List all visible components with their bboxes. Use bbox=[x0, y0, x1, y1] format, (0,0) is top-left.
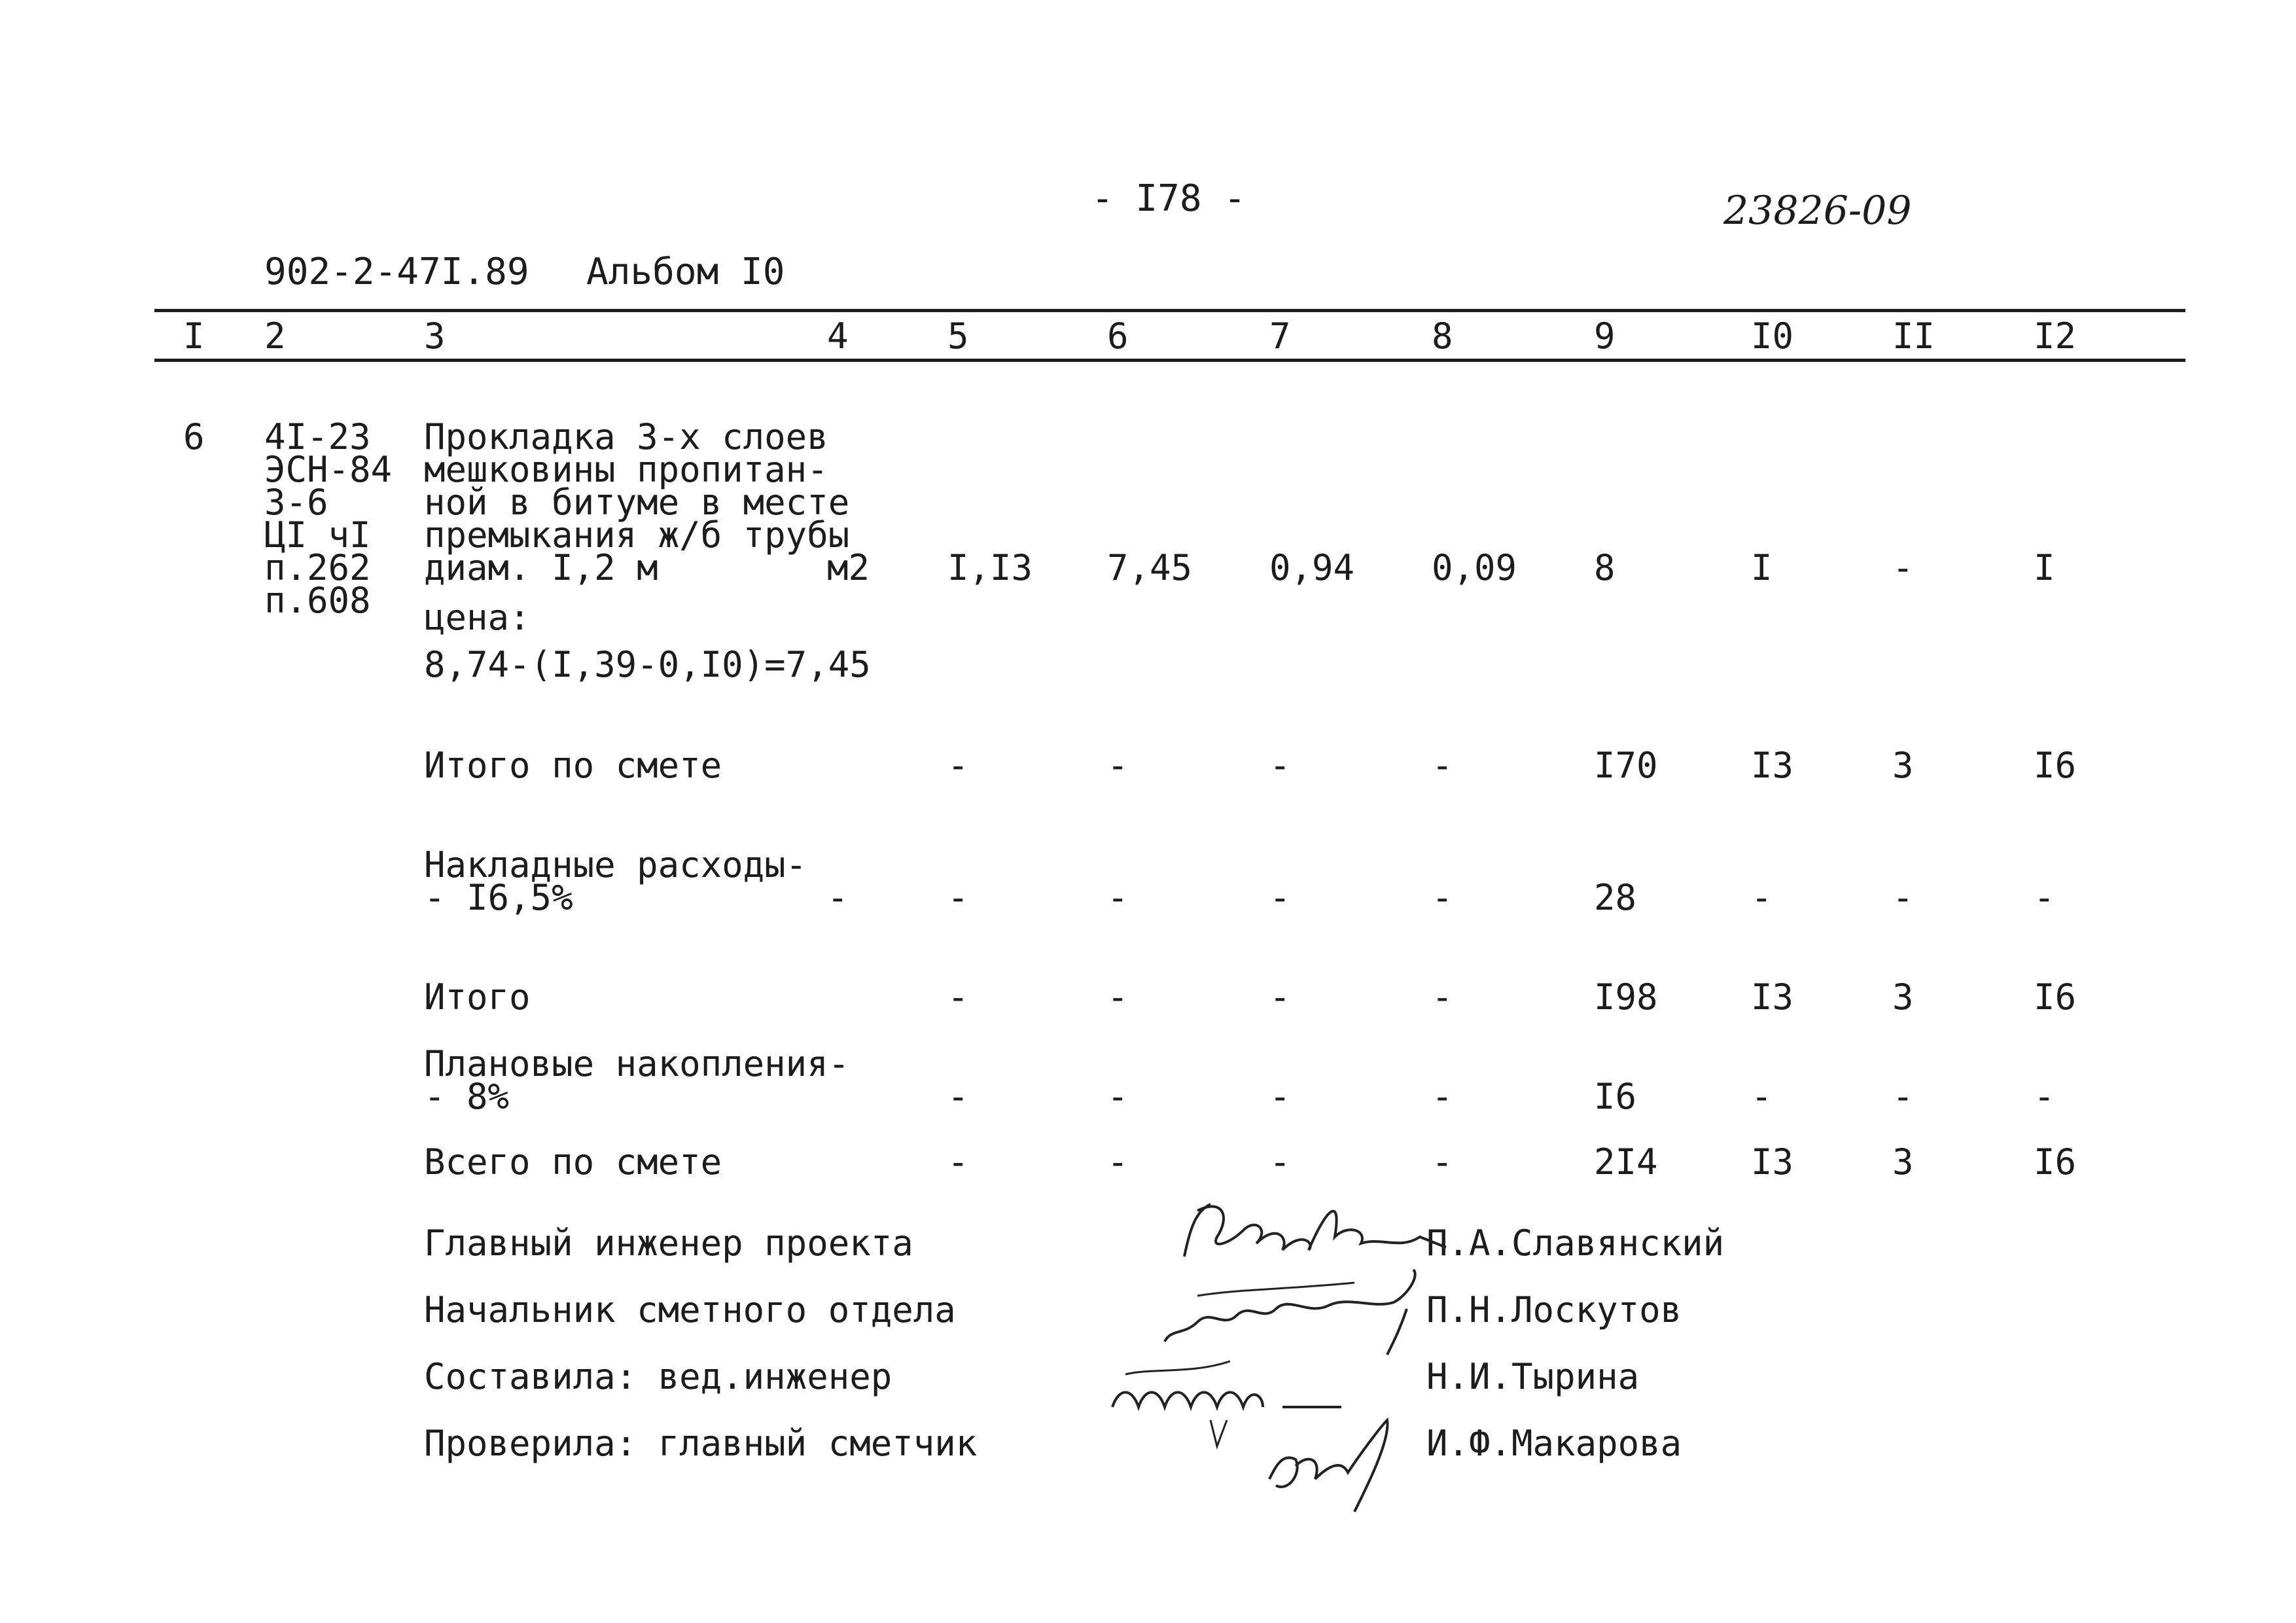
column-header: 9 bbox=[1594, 315, 1616, 357]
totals-label: Плановые накопления- bbox=[424, 1043, 850, 1084]
page-number: - I78 - bbox=[1091, 177, 1246, 220]
totals-label: Всего по смете bbox=[424, 1141, 722, 1183]
item-col7-value: 0,94 bbox=[1269, 547, 1355, 588]
item-description-line: Прокладка 3-х слоев bbox=[424, 416, 828, 457]
column-header: 5 bbox=[947, 315, 969, 357]
totals-col8: - bbox=[1432, 976, 1453, 1018]
totals-col11: - bbox=[1892, 877, 1914, 918]
totals-col5: - bbox=[947, 745, 969, 786]
totals-col12: - bbox=[2034, 877, 2055, 918]
totals-col10: I3 bbox=[1751, 1141, 1794, 1183]
signature-name: П.Н.Лоскутов bbox=[1426, 1289, 1682, 1330]
totals-col12: I6 bbox=[2034, 1141, 2077, 1183]
item-number: 6 bbox=[183, 416, 205, 457]
totals-label: - I6,5% bbox=[424, 877, 573, 918]
signature-role: Составила: вед.инженер bbox=[424, 1356, 892, 1397]
column-header: I0 bbox=[1751, 315, 1794, 357]
totals-col5: - bbox=[947, 1141, 969, 1183]
item-col10-value: I bbox=[1751, 547, 1773, 588]
totals-col6: - bbox=[1107, 877, 1129, 918]
totals-col8: - bbox=[1432, 877, 1453, 918]
signature-name: Н.И.Тырина bbox=[1426, 1356, 1640, 1397]
column-header: 7 bbox=[1269, 315, 1291, 357]
totals-col10: - bbox=[1751, 877, 1773, 918]
totals-col10: - bbox=[1751, 1076, 1773, 1117]
album-label: Альбом I0 bbox=[586, 251, 785, 293]
signature-role: Проверила: главный сметчик bbox=[424, 1423, 978, 1464]
totals-col12: - bbox=[2034, 1076, 2055, 1117]
signature-role: Начальник сметного отдела bbox=[424, 1289, 956, 1330]
totals-col9: 2I4 bbox=[1594, 1141, 1658, 1183]
totals-col7: - bbox=[1269, 745, 1291, 786]
totals-col7: - bbox=[1269, 877, 1291, 918]
column-header: I2 bbox=[2034, 315, 2077, 357]
item-col11-value: - bbox=[1892, 547, 1914, 588]
item-unit-price: 7,45 bbox=[1107, 547, 1193, 588]
totals-col7: - bbox=[1269, 1141, 1291, 1183]
item-description-line: диам. I,2 м bbox=[424, 547, 658, 588]
totals-col6: - bbox=[1107, 976, 1129, 1018]
totals-col4: - bbox=[827, 877, 849, 918]
item-ref-line: ЦI чI bbox=[264, 514, 371, 556]
column-header: 8 bbox=[1432, 315, 1453, 357]
item-description-line: ной в битуме в месте bbox=[424, 482, 850, 523]
totals-col8: - bbox=[1432, 1076, 1453, 1117]
totals-col8: - bbox=[1432, 1141, 1453, 1183]
price-label: цена: bbox=[424, 597, 531, 638]
handwritten-signature-chief-estimator bbox=[1256, 1414, 1426, 1518]
signature-name: И.Ф.Макарова bbox=[1426, 1423, 1682, 1464]
column-header: I bbox=[183, 315, 205, 357]
totals-col9: 28 bbox=[1594, 877, 1637, 918]
totals-col9: I70 bbox=[1594, 745, 1658, 786]
item-col8-value: 0,09 bbox=[1432, 547, 1517, 588]
column-header: 3 bbox=[424, 315, 446, 357]
column-header: 4 bbox=[827, 315, 849, 357]
item-ref-line: 4I-23 bbox=[264, 416, 371, 457]
column-header: 2 bbox=[264, 315, 286, 357]
totals-label: - 8% bbox=[424, 1076, 510, 1117]
price-formula: 8,74-(I,39-0,I0)=7,45 bbox=[424, 644, 871, 685]
totals-col6: - bbox=[1107, 1141, 1129, 1183]
project-code: 902-2-47I.89 bbox=[264, 251, 529, 293]
totals-col10: I3 bbox=[1751, 976, 1794, 1018]
item-ref-line: 3-6 bbox=[264, 482, 328, 523]
table-header-bottom-rule bbox=[154, 359, 2185, 362]
totals-col5: - bbox=[947, 976, 969, 1018]
signature-name: П.А.Славянский bbox=[1426, 1222, 1725, 1264]
totals-col12: I6 bbox=[2034, 745, 2077, 786]
totals-col6: - bbox=[1107, 1076, 1129, 1117]
totals-col11: 3 bbox=[1892, 976, 1914, 1018]
totals-col11: 3 bbox=[1892, 1141, 1914, 1183]
totals-col8: - bbox=[1432, 745, 1453, 786]
table-top-rule bbox=[154, 309, 2185, 312]
totals-col11: - bbox=[1892, 1076, 1914, 1117]
totals-label: Накладные расходы- bbox=[424, 844, 807, 885]
handwritten-signature-estimates-head bbox=[1158, 1270, 1433, 1361]
totals-label: Итого по смете bbox=[424, 745, 722, 786]
document-code: 23826-09 bbox=[1723, 188, 1912, 234]
signature-role: Главный инженер проекта bbox=[424, 1222, 913, 1264]
item-quantity: I,I3 bbox=[947, 547, 1033, 588]
totals-col7: - bbox=[1269, 1076, 1291, 1117]
item-ref-line: п.262 bbox=[264, 547, 371, 588]
totals-col9: I6 bbox=[1594, 1076, 1637, 1117]
totals-col10: I3 bbox=[1751, 745, 1794, 786]
item-description-line: мешковины пропитан- bbox=[424, 449, 828, 490]
totals-col12: I6 bbox=[2034, 976, 2077, 1018]
totals-col5: - bbox=[947, 877, 969, 918]
totals-label: Итого bbox=[424, 976, 531, 1018]
item-col12-value: I bbox=[2034, 547, 2055, 588]
item-unit: м2 bbox=[827, 547, 870, 588]
totals-col6: - bbox=[1107, 745, 1129, 786]
handwritten-signature-chief-engineer bbox=[1171, 1185, 1459, 1276]
totals-col9: I98 bbox=[1594, 976, 1658, 1018]
item-ref-line: ЭСН-84 bbox=[264, 449, 393, 490]
totals-col11: 3 bbox=[1892, 745, 1914, 786]
item-col9-value: 8 bbox=[1594, 547, 1616, 588]
item-ref-line: п.608 bbox=[264, 580, 371, 621]
totals-col7: - bbox=[1269, 976, 1291, 1018]
column-header: 6 bbox=[1107, 315, 1129, 357]
totals-col5: - bbox=[947, 1076, 969, 1117]
column-header: II bbox=[1892, 315, 1935, 357]
item-description-line: премыкания ж/б трубы bbox=[424, 514, 850, 556]
